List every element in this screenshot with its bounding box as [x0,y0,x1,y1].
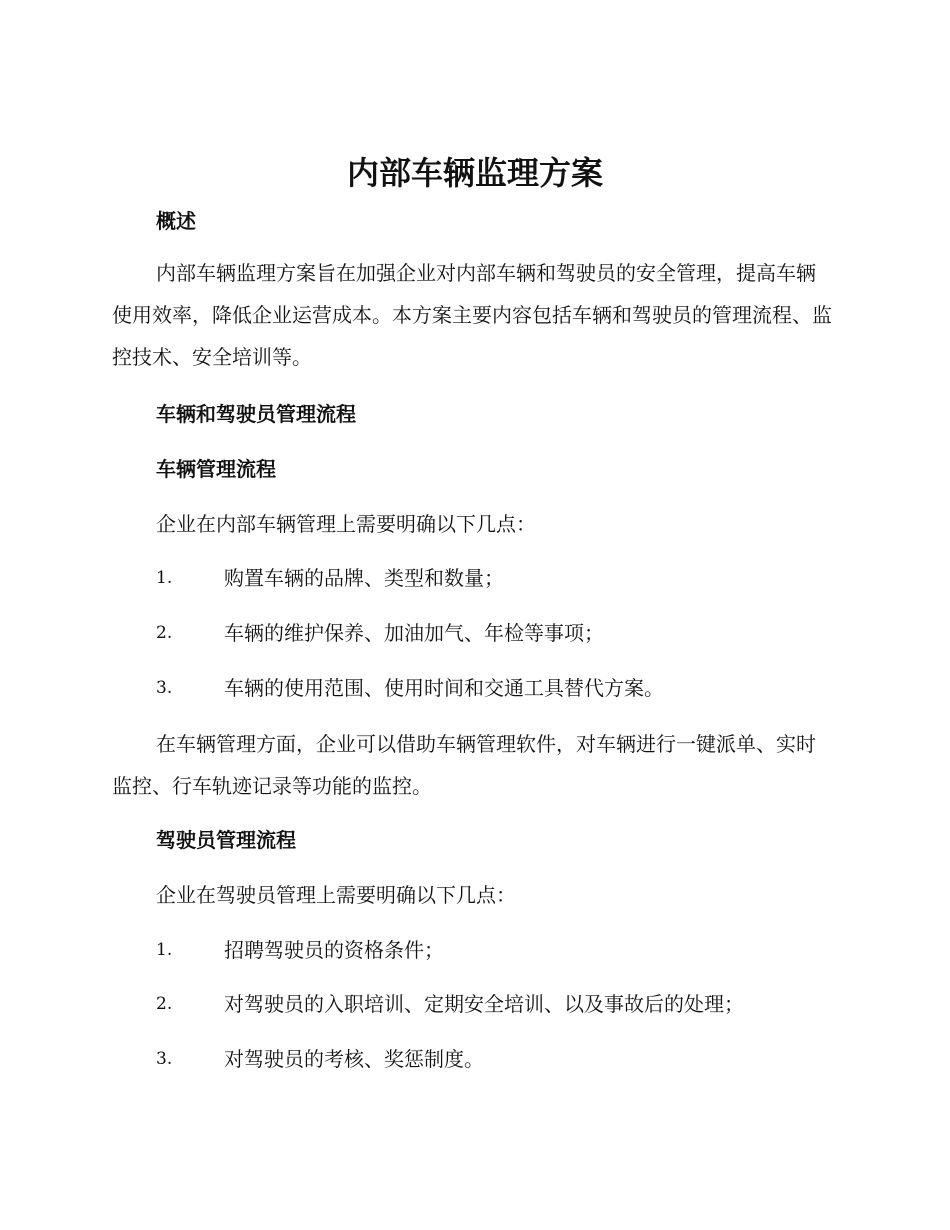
vehicle-summary-paragraph: 在车辆管理方面，企业可以借助车辆管理软件，对车辆进行一键派单、实时监控、行车轨迹记录等功能的监控。 [112,732,816,798]
driver-intro: 企业在驾驶员管理上需要明确以下几点： [156,883,516,907]
list-text: 车辆的使用范围、使用时间和交通工具替代方案。 [224,676,664,700]
list-text: 车辆的维护保养、加油加气、年检等事项； [224,621,604,645]
list-number: 1. [156,568,173,588]
overview-heading: 概述 [156,209,196,233]
list-number: 3. [156,678,173,698]
list-number: 2. [156,994,173,1014]
document-title: 内部车辆监理方案 [346,154,603,192]
list-number: 3. [156,1049,173,1069]
driver-process-heading: 驾驶员管理流程 [156,828,296,852]
process-heading: 车辆和驾驶员管理流程 [156,402,356,426]
list-text: 购置车辆的品牌、类型和数量； [224,566,504,590]
list-number: 2. [156,623,173,643]
list-text: 招聘驾驶员的资格条件； [224,938,444,962]
list-number: 1. [156,940,173,960]
vehicle-intro: 企业在内部车辆管理上需要明确以下几点： [156,512,536,536]
list-text: 对驾驶员的入职培训、定期安全培训、以及事故后的处理； [224,992,744,1016]
overview-paragraph: 内部车辆监理方案旨在加强企业对内部车辆和驾驶员的安全管理，提高车辆使用效率，降低企业运营成本。本方案主要内容包括车辆和驾驶员的管理流程、监控技术、安全培训等。 [112,261,832,369]
list-text: 对驾驶员的考核、奖惩制度。 [224,1047,484,1071]
vehicle-process-heading: 车辆管理流程 [156,457,276,481]
